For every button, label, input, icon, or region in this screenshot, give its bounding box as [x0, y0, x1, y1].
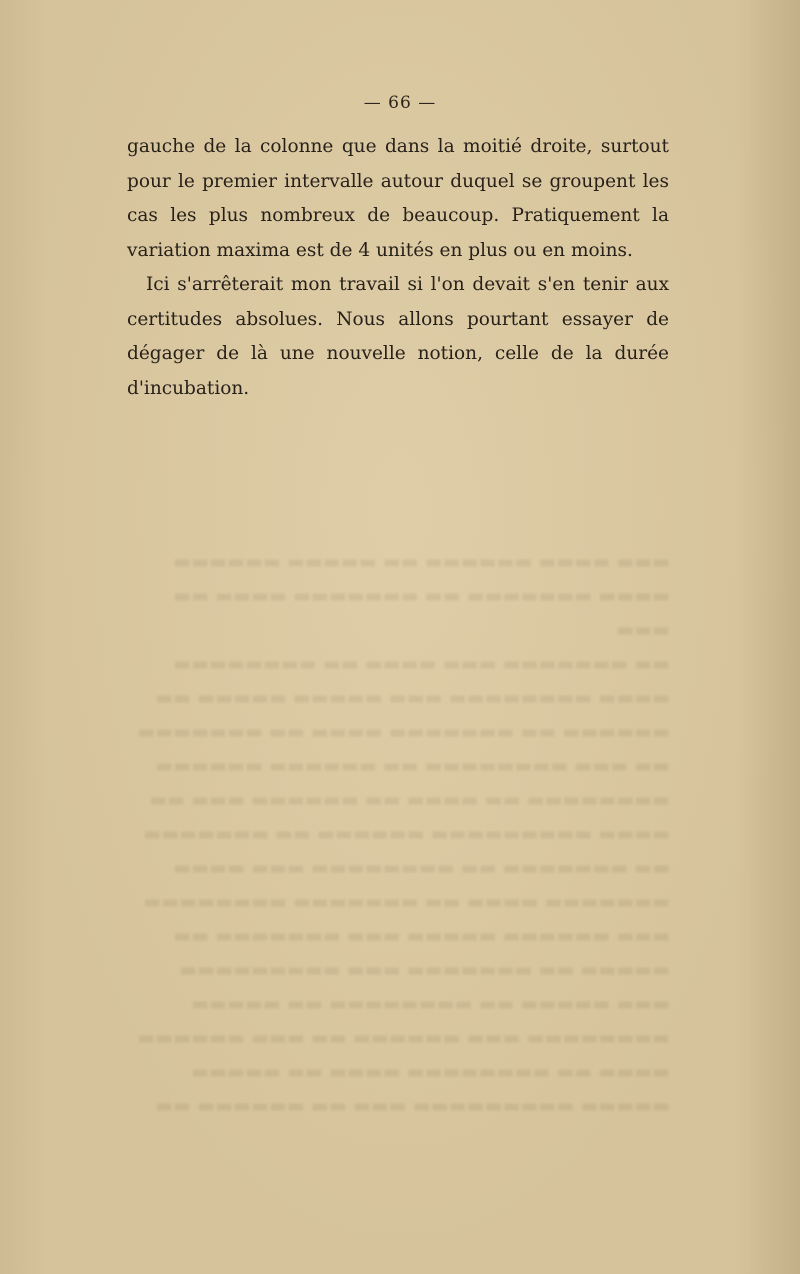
body-text [127, 130, 669, 406]
page-number: — 66 — [363, 93, 437, 113]
show-through-from-reverse-page: ▬▬▬ ▬▬▬▬ ▬▬▬▬▬▬ ▬▬ ▬▬▬▬▬ ▬▬▬▬▬▬ ▬▬▬▬ ▬▬▬▬▬▬▬ ▬▬ ▬▬▬▬▬▬▬ ▬▬▬▬ ▬▬ ▬▬▬ ▬▬ ▬▬▬▬▬▬▬ ▬▬▬ ▬▬▬▬ ▬▬ ▬▬▬▬▬▬▬▬ ▬▬▬▬ ▬▬▬▬▬▬▬▬ ▬▬▬ ▬▬▬▬▬ ▬▬▬▬▬ ▬▬ ▬▬▬▬▬▬ ▬▬ ▬▬▬▬▬▬▬ ▬▬▬▬ ▬▬ ▬▬▬▬▬▬▬ ▬▬ ▬▬▬ ▬▬▬▬▬▬▬▬ ▬▬ ▬▬▬▬▬▬ ▬▬▬▬▬▬ ▬▬▬▬▬▬▬▬ ▬▬ ▬▬▬▬ ▬▬ ▬▬▬▬▬▬ ▬▬▬ ▬▬ ▬▬▬▬ ▬▬▬▬▬▬▬▬▬ ▬▬▬▬▬▬ ▬▬ ▬▬▬▬▬▬▬ ▬▬ ▬▬▬▬▬▬▬ ▬▬ ▬▬▬▬▬▬▬▬ ▬▬▬ ▬▬▬▬ ▬▬▬▬▬▬▬ ▬▬▬▬ ▬▬ ▬▬▬▬▬▬▬ ▬▬▬▬▬▬▬▬ ▬▬▬ ▬▬▬▬▬▬ ▬▬▬▬▬ ▬▬▬ ▬▬▬▬▬▬▬ ▬▬ ▬▬▬▬▬ ▬▬ ▬▬▬▬▬▬▬ ▬▬▬ ▬▬▬▬▬▬▬▬▬ ▬▬▬ ▬▬▬▬▬ ▬▬ ▬▬▬▬▬▬▬▬ ▬▬ ▬▬▬▬▬ ▬▬▬▬▬▬▬▬ ▬▬▬ ▬▬▬▬▬▬ ▬▬ ▬▬▬ ▬▬▬▬▬▬ ▬▬▬▬ ▬▬ ▬▬▬▬▬▬▬▬ ▬▬▬▬ ▬▬ ▬▬▬▬▬ ▬▬▬▬▬ ▬▬▬▬▬▬▬▬▬ ▬▬▬ ▬▬ ▬▬▬▬▬▬ ▬▬ [137, 551, 670, 1117]
paragraph-continuation: gauche de la colonne que dans la moitié droite, surtout pour le premier intervalle autour duquel se groupent les cas les plus nombreux de beaucoup. Pratiquement la variation maxima est de 4 unités en plus ou en moins. [127, 136, 669, 261]
paragraph: Ici s'arrêterait mon travail si l'on devait s'en tenir aux certitudes absolues. Nous allons pourtant essayer de dégager de là une nouvelle notion, celle de la durée d'incubation. [127, 274, 669, 399]
